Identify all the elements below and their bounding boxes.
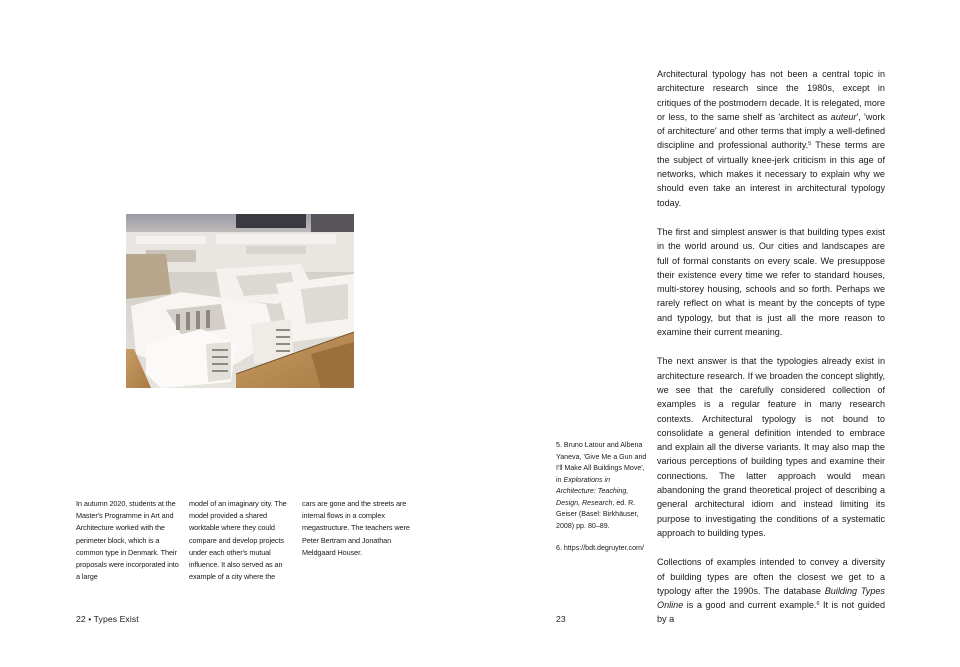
footnote-6-link[interactable]: 6. https://bdt.degruyter.com/	[556, 544, 644, 552]
footnotes-margin	[556, 440, 651, 566]
right-page-folio: 23	[556, 614, 566, 624]
main-text-column	[657, 67, 885, 642]
footnote-5: 5. Bruno Latour and Albena Yaneva, 'Give Me a Gun and I'll Make All Buildings Move', in Explorations in Architecture: Teaching, Design, Research, ed. R. Geiser (Basel: Birkhäuser, 2008) pp. 80–89.	[556, 441, 647, 530]
caption-text: model of an imaginary city. The model provided a shared worktable where they could compare and develop projects under each other's mutual influence. It also served as an example of a city where the	[189, 499, 287, 582]
right-page	[480, 0, 960, 667]
footnote-6	[556, 543, 651, 555]
paragraph-2: The first and simplest answer is that building types exist in the world around us. Our cities and landscapes are full of formal constants on every scale. We presuppose their existence every time we refer to standard houses, multi-storey housing, schools and so forth. Perhaps we rarely reflect on what is meant by the concepts of type and typology, but that is just all the more reason to examine their current meaning.	[657, 226, 885, 338]
model-photo-illustration	[126, 214, 354, 388]
photo-caption-column-1	[76, 498, 184, 583]
photo-caption-column-2	[189, 498, 297, 583]
paragraph-4: Collections of examples intended to convey a diversity of building types are often the closest we get to a typology after the 1990s. The database Building Types Online is a good and current example.$^6$ It is not guided by a	[657, 557, 886, 625]
caption-text: cars are gone and the streets are internal flows in a complex megastructure. The teachers were Peter Bertram and Jonathan Meldgaard Houser.	[302, 499, 410, 557]
footnote-ref-5: 5	[808, 141, 812, 148]
photo-caption-column-3	[302, 498, 410, 559]
footnote-ref-6: 6	[816, 601, 820, 608]
caption-text: In autumn 2020, students at the Master's Programme in Art and Architecture worked with the perimeter block, which is a common type in Denmark. Their proposals were incorporated into a large	[76, 499, 179, 582]
paragraph-3: The next answer is that the typologies already exist in architecture research. If we broaden the concept slightly, we see that the carefully considered collection of examples is a regular feature in many research contexts. Architectural typology is not bound to consolidate a general definition intended to embrace and explain all the diverse variants. It may also map the various perceptions of building types and examine their connections. The latter approach would mean abandoning the grand theoretical project of describing a general architectural idiom and instead limiting its purpose to investigating the conditions of a systematic approach to building types.	[657, 356, 885, 538]
architectural-model-photo	[126, 214, 354, 388]
paragraph-1: Architectural typology has not been a central topic in architecture research since the 1980s, except in critiques of the postmodern decade. It is relegated, more or less, to the same shelf as 'architect as auteur', 'work of architecture' and other terms that imply a well-defined discipline and professional authority.$^5$ These terms are the subject of virtually knee-jerk criticism in this age of networks, which makes it necessary to explain why we should even take an interest in architectural typology today.	[657, 69, 885, 208]
left-page-folio: 22 • Types Exist	[76, 614, 139, 624]
